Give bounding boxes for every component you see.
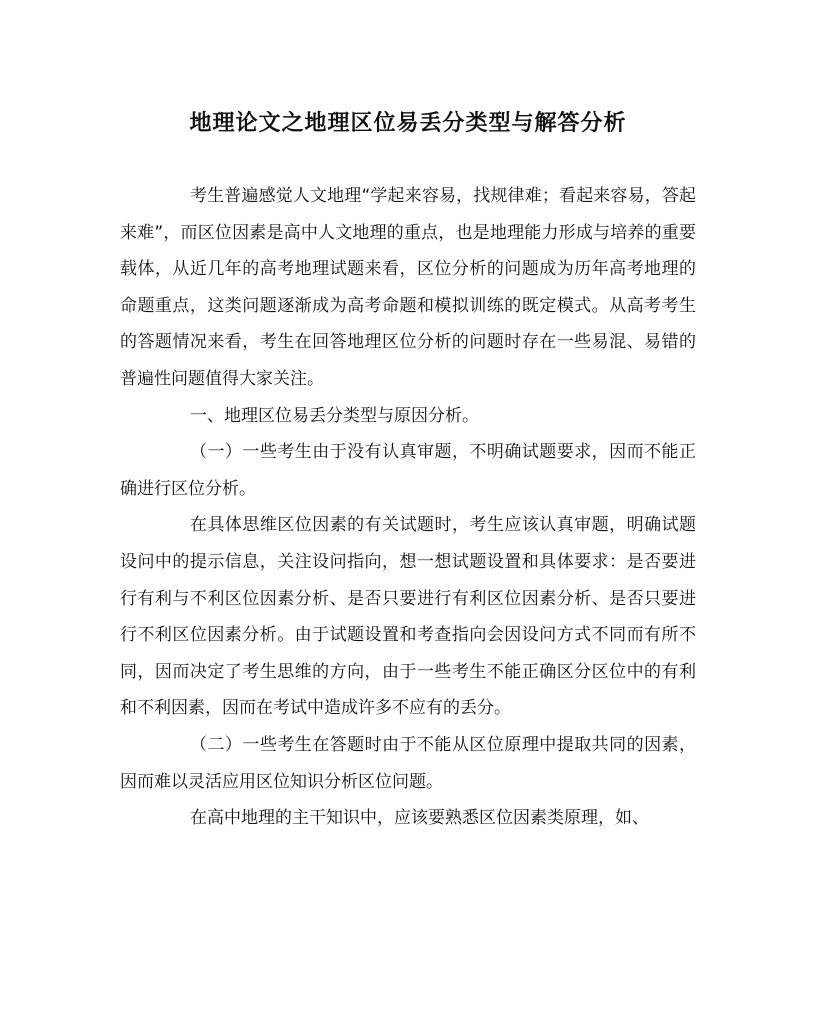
subsection-heading-2: （二）一些考生在答题时由于不能从区位原理中提取共同的因素，因而难以灵活应用区位知识分析区位问题。 (120, 734, 696, 792)
subsection-2-paragraph: 在高中地理的主干知识中，应该要熟悉区位因素类原理，如、 (190, 808, 649, 829)
document-body (120, 178, 696, 837)
subsection-heading-1: （一）一些考生由于没有认真审题，不明确试题要求，因而不能正确进行区位分析。 (120, 442, 696, 499)
document-title: 地理论文之地理区位易丢分类型与解答分析 (189, 110, 627, 136)
section-heading-1: 一、地理区位易丢分类型与原因分析。 (190, 405, 479, 426)
intro-paragraph: 考生普遍感觉人文地理“学起来容易，找规律难；看起来容易，答起来难”，而区位因素是高中人文地理的重点，也是地理能力形成与培养的重要载体，从近几年的高考地理试题来看，区位分析的问题成为历年高考地理的命题重点，这类问题逐渐成为高考命题和模拟训练的既定模式。从高考考生的答题情况来看，考生在回答地理区位分析的问题时存在一些易混、易错的普遍性问题值得大家关注。 (120, 186, 696, 389)
subsection-1-paragraph: 在具体思维区位因素的有关试题时，考生应该认真审题，明确试题设问中的提示信息，关注设问指向，想一想试题设置和具体要求：是否要进行有利与不利区位因素分析、是否只要进行有利区位因素分析、是否只要进行不利区位因素分析。由于试题设置和考查指向会因设问方式不同而有所不同，因而决定了考生思维的方向，由于一些考生不能正确区分区位中的有利和不利因素，因而在考试中造成许多不应有的丢分。 (120, 515, 696, 719)
